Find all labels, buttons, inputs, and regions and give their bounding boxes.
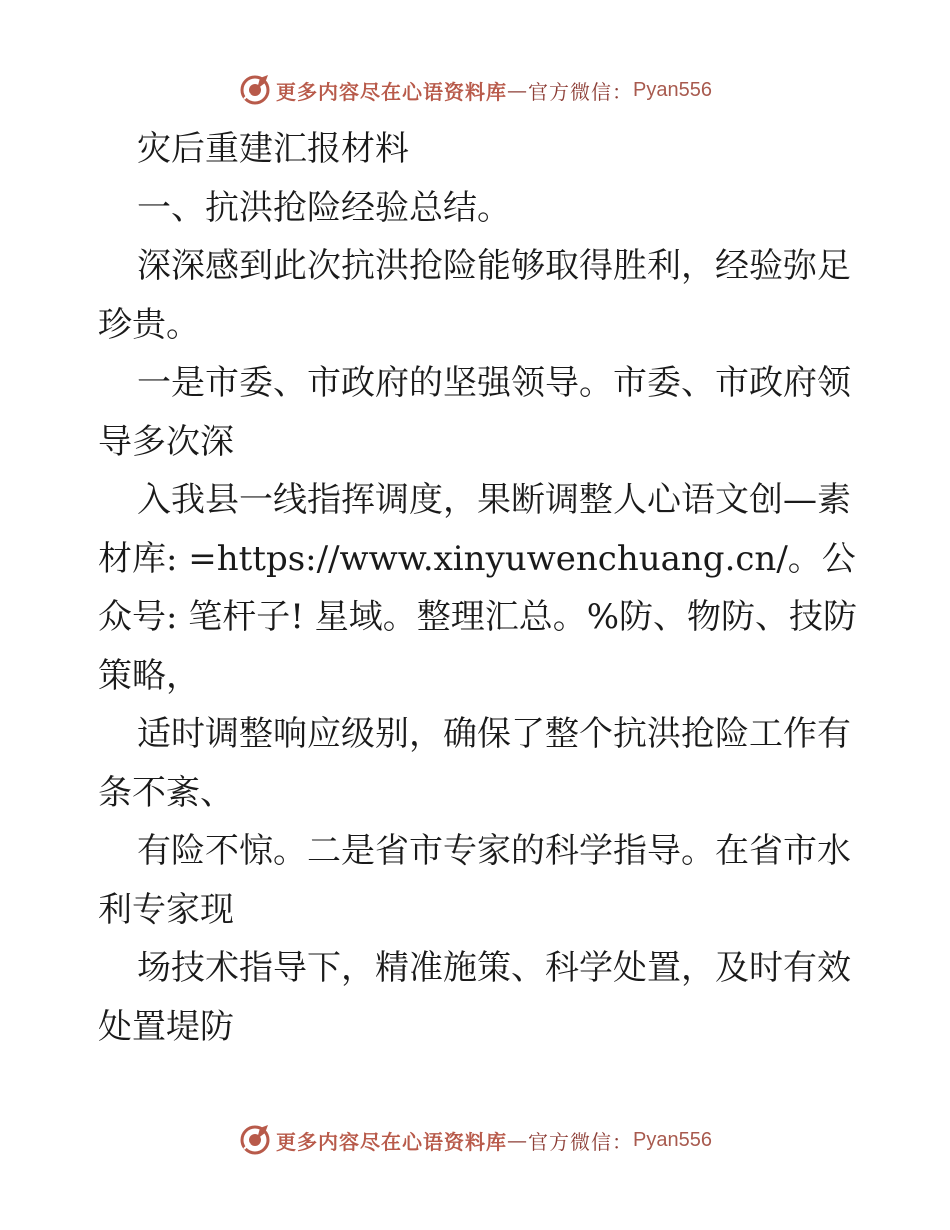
watermark-dash: — bbox=[507, 78, 529, 102]
watermark-banner-bottom bbox=[0, 1120, 950, 1160]
paragraph: 一是市委、市政府的坚强领导。市委、市政府领导多次深 bbox=[98, 363, 851, 462]
section-heading: 一、抗洪抢险经验总结。 bbox=[137, 187, 511, 228]
watermark-wechat-id: Pyan556 bbox=[633, 78, 712, 101]
document-body bbox=[98, 120, 858, 1056]
watermark-dash: — bbox=[507, 1128, 529, 1152]
watermark-text: 更多内容尽在心语资料库 bbox=[276, 1129, 508, 1154]
watermark-official-label: 官方微信： bbox=[528, 79, 634, 104]
paragraph: 入我县一线指挥调度，果断调整人心语文创—素材库: =https://www.xinyuwenchuang.cn/。公众号: 笔杆子! 星域。整理汇总。%防、物防、技防策略， bbox=[98, 480, 858, 696]
quill-logo-icon bbox=[238, 73, 272, 107]
watermark-banner-top bbox=[0, 70, 950, 110]
paragraph: 适时调整响应级别，确保了整个抗洪抢险工作有条不紊、 bbox=[98, 714, 851, 813]
watermark-wechat-id: Pyan556 bbox=[633, 1128, 712, 1151]
paragraph: 有险不惊。二是省市专家的科学指导。在省市水利专家现 bbox=[98, 831, 851, 930]
paragraph: 场技术指导下，精准施策、科学处置，及时有效处置堤防 bbox=[98, 948, 851, 1047]
paragraph: 深深感到此次抗洪抢险能够取得胜利，经验弥足珍贵。 bbox=[98, 246, 851, 345]
watermark-official-label: 官方微信： bbox=[528, 1129, 634, 1154]
quill-logo-icon bbox=[238, 1123, 272, 1157]
document-title: 灾后重建汇报材料 bbox=[137, 129, 409, 169]
watermark-text: 更多内容尽在心语资料库 bbox=[276, 79, 508, 104]
